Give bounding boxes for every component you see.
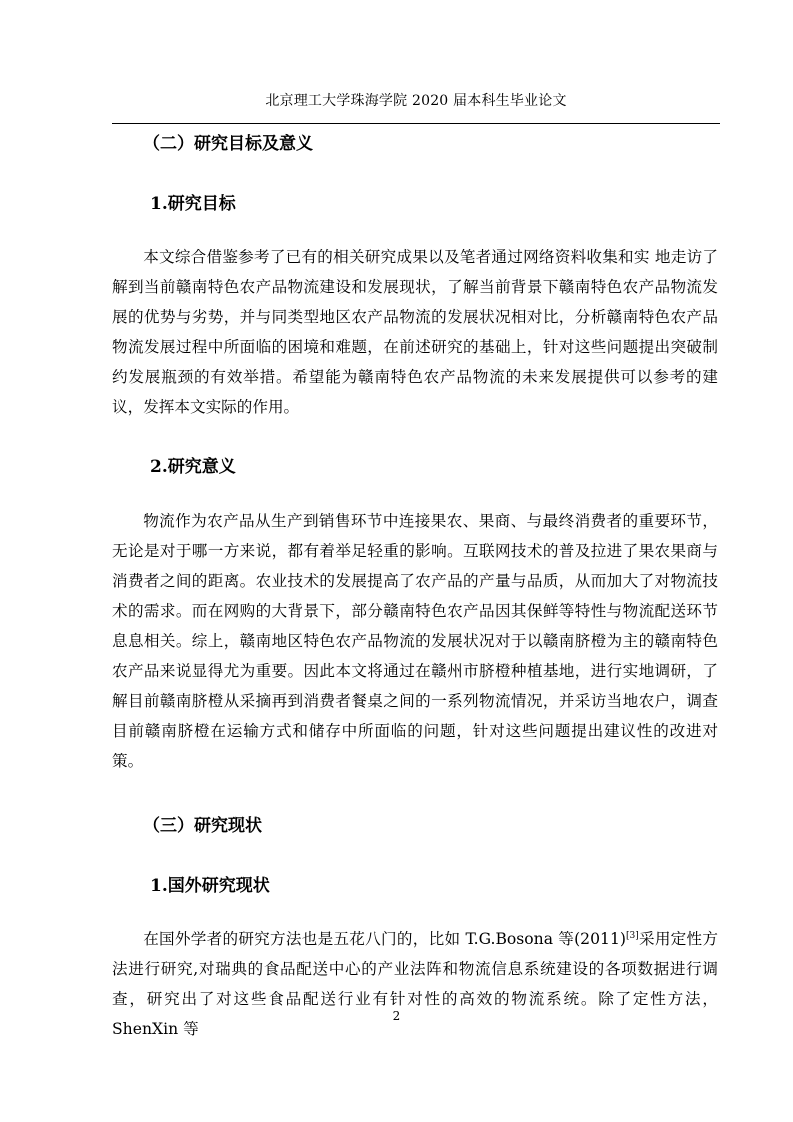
section-heading-goals: （二）研究目标及意义 xyxy=(143,134,313,154)
paragraph-foreign-status xyxy=(112,924,718,1044)
subheading-research-significance: 2.研究意义 xyxy=(150,457,236,477)
subheading-foreign-status: 1.国外研究现状 xyxy=(150,876,270,896)
paragraph-research-goal: 本文综合借鉴参考了已有的相关研究成果以及笔者通过网络资料收集和实 地走访了解到当前赣南特色农产品物流建设和发展现状，了解当前背景下赣南特色农产品物流发展的优势与劣势，并与同类型地区农产品物流的发展状况相对比，分析赣南特色农产品物流发展过程中所面临的困境和难题，在前述研究的基础上，针对这些问题提出突破制约发展瓶颈的有效举措。希望能为赣南特色农产品物流的未来发展提供可以参考的建议，发挥本文实际的作用。 xyxy=(112,248,718,416)
running-header: 北京理工大学珠海学院 2020 届本科生毕业论文 xyxy=(265,93,567,109)
paragraph-text-part: 在国外学者的研究方法也是五花八门的，比如 T.G.Bosona 等(2011) xyxy=(143,930,626,948)
page-number: 2 xyxy=(392,1009,401,1023)
citation-ref[interactable]: [3] xyxy=(625,930,639,941)
header-rule xyxy=(112,123,720,124)
paragraph-research-significance: 物流作为农产品从生产到销售环节中连接果农、果商、与最终消费者的重要环节，无论是对于哪一方来说，都有着举足轻重的影响。互联网技术的普及拉进了果农果商与消费者之间的距离。农业技术的发展提高了农产品的产量与品质，从而加大了对物流技术的需求。而在网购的大背景下，部分赣南特色农产品因其保鲜等特性与物流配送环节息息相关。综上，赣南地区特色农产品物流的发展状况对于以赣南脐橙为主的赣南特色农产品来说显得尤为重要。因此本文将通过在赣州市脐橙种植基地，进行实地调研，了解目前赣南脐橙从采摘再到消费者餐桌之间的一系列物流情况，并采访当地农户，调查目前赣南脐橙在运输方式和储存中所面临的问题，针对这些问题提出建议性的改进对策。 xyxy=(112,512,718,770)
paragraph-text-part: 采用定性方法进行研究,对瑞典的食品配送中心的产业法阵和物流信息系统建设的各项数据进行调查，研究出了对这些食品配送行业有针对性的高效的物流系统。除了定性方法，ShenXin 等 xyxy=(112,930,718,1038)
subheading-research-goal: 1.研究目标 xyxy=(150,194,236,214)
section-heading-research-status: （三）研究现状 xyxy=(143,816,262,836)
